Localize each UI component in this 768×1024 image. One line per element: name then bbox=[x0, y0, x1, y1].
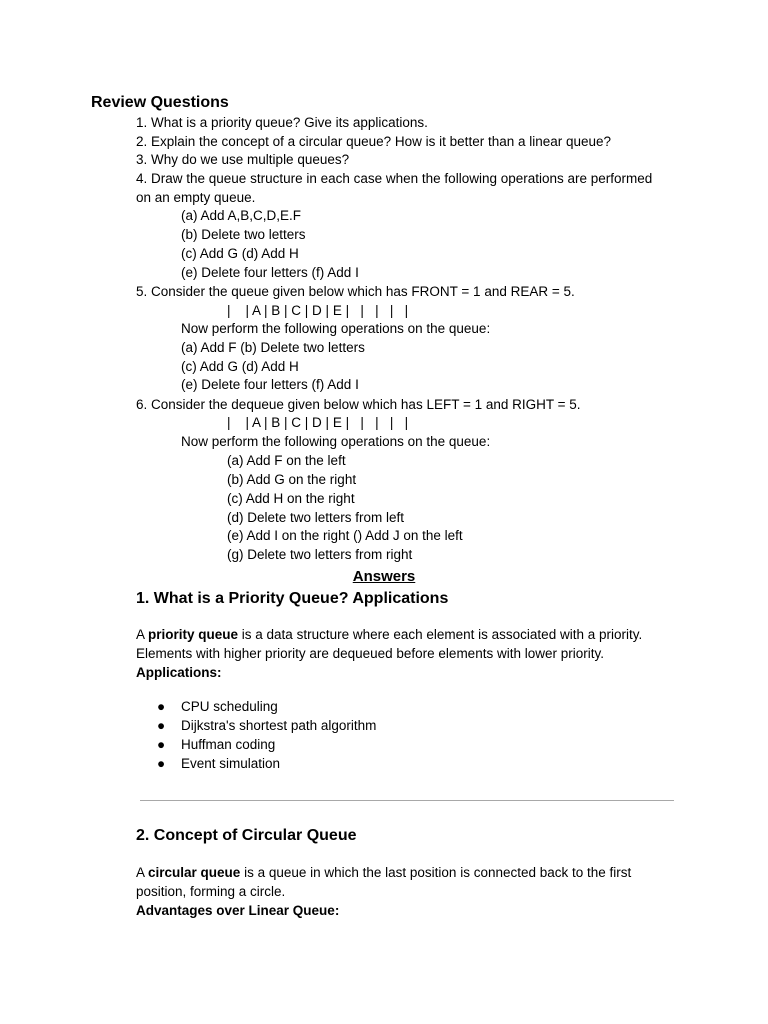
dequeue-diagram-row: | | A | B | C | D | E | | | | | bbox=[227, 415, 409, 430]
review-line: (e) Add I on the right () Add J on the left bbox=[227, 528, 463, 543]
term-circular-queue: circular queue bbox=[148, 865, 241, 880]
review-line: (a) Add F on the left bbox=[227, 453, 346, 468]
list-item-text: Huffman coding bbox=[181, 737, 276, 752]
list-item-text: Dijkstra's shortest path algorithm bbox=[181, 718, 377, 733]
answer-2-heading: 2. Concept of Circular Queue bbox=[136, 827, 357, 844]
answer-1-paragraph bbox=[136, 625, 676, 663]
review-line: Now perform the following operations on the queue: bbox=[181, 434, 491, 449]
review-line: 2. Explain the concept of a circular queue? How is it better than a linear queue? bbox=[136, 134, 612, 149]
section-divider bbox=[140, 800, 674, 801]
review-line: (g) Delete two letters from right bbox=[227, 547, 413, 562]
answers-title: Answers bbox=[352, 568, 416, 585]
review-line: (d) Delete two letters from left bbox=[227, 510, 405, 525]
review-line: 4. Draw the queue structure in each case when the following operations are performed bbox=[136, 171, 653, 186]
review-line: (b) Delete two letters bbox=[181, 227, 306, 242]
answer-1-heading: 1. What is a Priority Queue? Applications bbox=[136, 590, 449, 607]
queue-diagram-row: | | A | B | C | D | E | | | | | bbox=[227, 303, 409, 318]
answer-2-paragraph bbox=[136, 863, 676, 901]
bullet-icon: ● bbox=[157, 737, 166, 752]
review-line: (e) Delete four letters (f) Add I bbox=[181, 377, 359, 392]
bullet-icon: ● bbox=[157, 718, 166, 733]
review-line: (c) Add G (d) Add H bbox=[181, 359, 299, 374]
review-line: 5. Consider the queue given below which has FRONT = 1 and REAR = 5. bbox=[136, 284, 575, 299]
term-priority-queue: priority queue bbox=[148, 627, 239, 642]
paragraph-text: is a queue in which the last position is connected back to the first position, forming a circle. bbox=[136, 865, 632, 899]
review-line: (b) Add G on the right bbox=[227, 472, 357, 487]
review-line: (c) Add G (d) Add H bbox=[181, 246, 299, 261]
review-line: (c) Add H on the right bbox=[227, 491, 355, 506]
advantages-label: Advantages over Linear Queue: bbox=[136, 903, 340, 918]
review-questions-heading: Review Questions bbox=[91, 94, 229, 111]
list-item-text: CPU scheduling bbox=[181, 699, 278, 714]
applications-list bbox=[136, 697, 376, 773]
review-line: (a) Add F (b) Delete two letters bbox=[181, 340, 365, 355]
review-line: 3. Why do we use multiple queues? bbox=[136, 152, 350, 167]
review-line: (e) Delete four letters (f) Add I bbox=[181, 265, 359, 280]
applications-label: Applications: bbox=[136, 665, 222, 680]
list-item bbox=[136, 754, 376, 773]
bullet-icon: ● bbox=[157, 756, 166, 771]
review-line: on an empty queue. bbox=[136, 190, 256, 205]
list-item bbox=[136, 716, 376, 735]
paragraph-text: A bbox=[136, 865, 149, 880]
paragraph-text: A bbox=[136, 627, 149, 642]
review-line: Now perform the following operations on the queue: bbox=[181, 321, 491, 336]
review-line: 1. What is a priority queue? Give its applications. bbox=[136, 115, 428, 130]
paragraph-text: is a data structure where each element is associated with a priority. Elements with higher priority are dequeued before elements with lower priority. bbox=[136, 627, 643, 661]
bullet-icon: ● bbox=[157, 699, 166, 714]
list-item bbox=[136, 735, 376, 754]
list-item-text: Event simulation bbox=[181, 756, 281, 771]
review-line: (a) Add A,B,C,D,E.F bbox=[181, 208, 302, 223]
list-item bbox=[136, 697, 376, 716]
review-line: 6. Consider the dequeue given below which has LEFT = 1 and RIGHT = 5. bbox=[136, 397, 581, 412]
